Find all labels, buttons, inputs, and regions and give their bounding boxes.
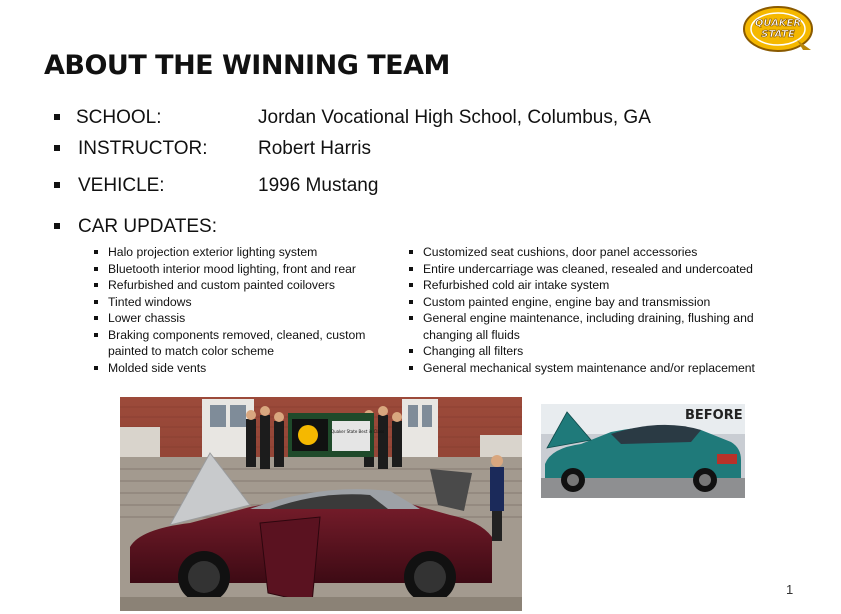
- list-item: Halo projection exterior lighting system: [92, 244, 392, 261]
- list-item: Tinted windows: [92, 294, 392, 311]
- list-item: Custom painted engine, engine bay and transmission: [407, 294, 797, 311]
- fact-label: SCHOOL:: [76, 107, 162, 128]
- updates-left-list: [92, 244, 392, 376]
- banner-text: Quaker State Best in Class: [331, 429, 385, 434]
- bullet-icon: [54, 182, 60, 188]
- list-item: General mechanical system maintenance and/or replacement: [407, 360, 797, 377]
- list-item: Customized seat cushions, door panel accessories: [407, 244, 797, 261]
- list-item: Refurbished and custom painted coilovers: [92, 277, 392, 294]
- updates-right-list: [407, 244, 797, 376]
- bullet-icon: [54, 145, 60, 151]
- logo-line1: QUAKER: [754, 18, 802, 29]
- logo-line2: STATE: [761, 29, 795, 40]
- fact-label: CAR UPDATES:: [78, 216, 218, 237]
- quaker-state-logo: [741, 4, 815, 54]
- list-item: Refurbished cold air intake system: [407, 277, 797, 294]
- page-title: ABOUT THE WINNING TEAM: [44, 50, 450, 81]
- list-item: Entire undercarriage was cleaned, resealed and undercoated: [407, 261, 797, 278]
- list-item: General engine maintenance, including draining, flushing and changing all fluids: [407, 310, 797, 343]
- list-item: Braking components removed, cleaned, custom painted to match color scheme: [92, 327, 392, 360]
- list-item: Molded side vents: [92, 360, 392, 377]
- fact-value: 1996 Mustang: [258, 175, 379, 196]
- page-number: 1: [786, 582, 794, 597]
- fact-value: Jordan Vocational High School, Columbus, GA: [258, 107, 651, 128]
- bullet-icon: [54, 223, 60, 229]
- list-item: Lower chassis: [92, 310, 392, 327]
- fact-value: Robert Harris: [258, 138, 371, 159]
- fact-label: VEHICLE:: [78, 175, 165, 196]
- fact-label: INSTRUCTOR:: [78, 138, 208, 159]
- team-car-photo: [120, 397, 522, 611]
- before-photo: [541, 404, 745, 498]
- bullet-icon: [54, 114, 60, 120]
- list-item: Changing all filters: [407, 343, 797, 360]
- before-label: BEFORE: [685, 408, 743, 423]
- list-item: Bluetooth interior mood lighting, front and rear: [92, 261, 392, 278]
